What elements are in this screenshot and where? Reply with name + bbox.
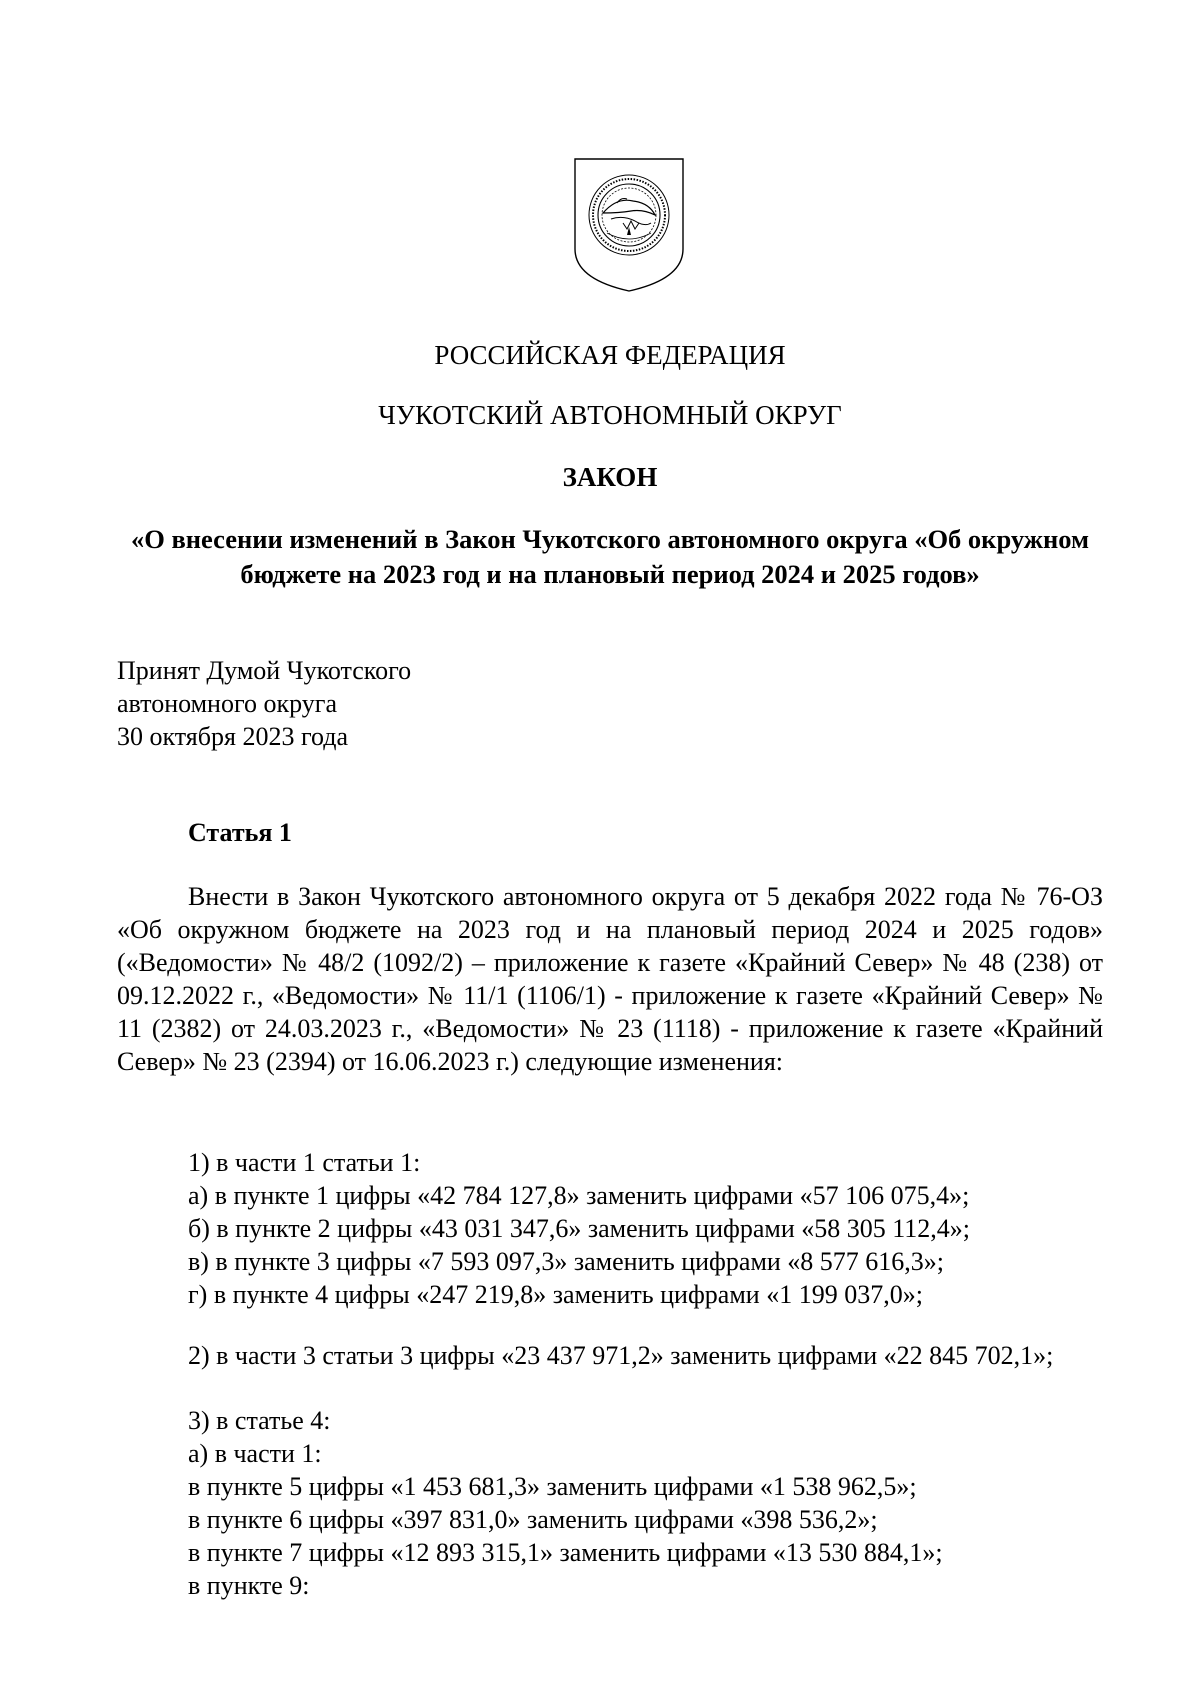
item-3-point-9: в пункте 9:: [188, 1571, 310, 1600]
law-title: [110, 522, 1110, 592]
article-intro-paragraph: Внести в Закон Чукотского автономного округа от 5 декабря 2022 года № 76-ОЗ «Об окружном бюджете на 2023 год и на плановый период 2024 и 2025 годов» («Ведомости» № 48/2 (1092/2) – приложение к газете «Крайний Север» № 48 (238) от 09.12.2022 г., «Ведомости» № 11/1 (1106/1) - приложение к газете «Крайний Север» № 11 (2382) от 24.03.2023 г., «Ведомости» № 23 (1118) - приложение к газете «Крайний Север» № 23 (2394) от 16.06.2023 г.) следующие изменения:: [117, 882, 1103, 1076]
item-1-d: г) в пункте 4 цифры «247 219,8» заменить цифрами «1 199 037,0»;: [188, 1280, 923, 1309]
country-heading: РОССИЙСКАЯ ФЕДЕРАЦИЯ: [434, 340, 786, 370]
adoption-line-1: Принят Думой Чукотского: [117, 656, 412, 685]
item-3-a: а) в части 1:: [188, 1439, 322, 1468]
law-title-line-1: «О внесении изменений в Закон Чукотского автономного округа «Об окружном: [130, 524, 1090, 554]
item-3-point-7: в пункте 7 цифры «12 893 315,1» заменить цифрами «13 530 884,1»;: [188, 1538, 943, 1567]
item-1-c: в) в пункте 3 цифры «7 593 097,3» заменить цифрами «8 577 616,3»;: [188, 1247, 945, 1276]
law-title-line-2: бюджете на 2023 год и на плановый период 2024 и 2025 годов»: [240, 559, 980, 589]
item-3-point-6: в пункте 6 цифры «397 831,0» заменить цифрами «398 536,2»;: [188, 1505, 878, 1534]
document-type-heading: ЗАКОН: [562, 462, 658, 492]
adoption-block: [117, 654, 411, 753]
item-3-point-5: в пункте 5 цифры «1 453 681,3» заменить цифрами «1 538 962,5»;: [188, 1472, 917, 1501]
adoption-date: 30 октября 2023 года: [117, 722, 348, 751]
item-1-a: а) в пункте 1 цифры «42 784 127,8» заменить цифрами «57 106 075,4»;: [188, 1181, 970, 1210]
item-3-block: [188, 1404, 943, 1602]
item-2-text: 2) в части 3 статьи 3 цифры «23 437 971,2» заменить цифрами «22 845 702,1»;: [188, 1341, 1054, 1370]
region-heading: ЧУКОТСКИЙ АВТОНОМНЫЙ ОКРУГ: [378, 400, 842, 430]
coat-of-arms-emblem: [573, 157, 685, 293]
item-3-head: 3) в статье 4:: [188, 1406, 331, 1435]
item-1-head: 1) в части 1 статьи 1:: [188, 1148, 421, 1177]
adoption-line-2: автономного округа: [117, 689, 337, 718]
item-1-block: [188, 1146, 970, 1311]
article-title: Статья 1: [188, 818, 292, 847]
item-1-b: б) в пункте 2 цифры «43 031 347,6» заменить цифрами «58 305 112,4»;: [188, 1214, 971, 1243]
item-2-block: [188, 1339, 1053, 1372]
